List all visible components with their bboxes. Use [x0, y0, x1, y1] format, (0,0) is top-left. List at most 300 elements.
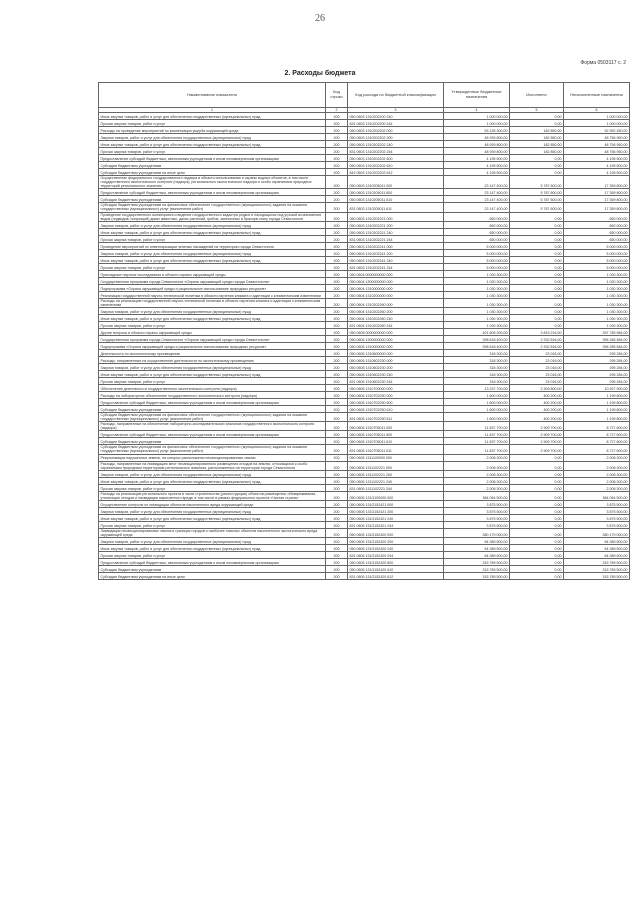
row-executed: 0,00: [510, 242, 564, 249]
row-classification: 050 0603 1310202202 240: [348, 141, 444, 148]
row-code: 200: [326, 566, 348, 573]
row-approved: 318 300,00: [444, 356, 510, 363]
row-code: 200: [326, 277, 348, 284]
table-row: [99, 162, 630, 169]
row-code: 200: [326, 405, 348, 412]
row-approved: 380 179 000,00: [444, 528, 510, 537]
row-executed: 400 200,00: [510, 405, 564, 412]
row-name: Расходы, направленные на обеспечение лабораторно-исследовательских анализов государственного экологического контроля (надзора): [99, 422, 326, 431]
row-approved: 1 600 000,00: [444, 412, 510, 421]
row-name: Закупка товаров, работ и услуг для обеспечения государственных (муниципальных) нужд: [99, 363, 326, 370]
row-executed: 0,00: [510, 461, 564, 470]
table-row: [99, 176, 630, 189]
row-name: Государственная программа города Севастополя «Охрана окружающей среды города Севастополя»: [99, 335, 326, 342]
row-approved: 2 008 300,00: [444, 484, 510, 491]
table-row: [99, 321, 630, 328]
row-approved: 1 030 300,00: [444, 277, 510, 284]
row-approved: 48 939 800,00: [444, 141, 510, 148]
row-executed: 0,00: [510, 155, 564, 162]
expenses-table: [98, 82, 630, 580]
row-approved: 650 000,00: [444, 221, 510, 228]
row-classification: 050 0605 131G152421 000: [348, 500, 444, 507]
row-classification: 050 0603 1310202202 610: [348, 162, 444, 169]
row-name: Рекультивация нарушенных земель, на которых расположены несанкционированные свалки: [99, 454, 326, 461]
table-row: [99, 431, 630, 438]
row-classification: 831 0603 1310202200 244: [348, 120, 444, 127]
row-executed: 182 850,00: [510, 141, 564, 148]
row-unexecuted: 1 199 800,00: [564, 391, 630, 398]
row-code: 200: [326, 120, 348, 127]
row-classification: 050 0603 1310202221 200: [348, 221, 444, 228]
row-name: Прочая закупка товаров, работ и услуг: [99, 521, 326, 528]
row-name: Осуществление контроля по ликвидации объектов накопленного вреда окружающей среде: [99, 500, 326, 507]
row-classification: 050 0603 1310202202 200: [348, 134, 444, 141]
row-name: Проведение государственного мониторинга и ведение государственного кадастра редких и находящихся под угрозой исчезновения видов (подвидов, популяций) диких животных, диких растений, грибов, занесенных в Красную книгу города Севастополя: [99, 212, 326, 221]
table-row: [99, 127, 630, 134]
row-code: 200: [326, 573, 348, 580]
row-approved: 11 637 700,00: [444, 438, 510, 445]
row-approved: 5 000 000,00: [444, 263, 510, 270]
row-approved: 64 389 500,00: [444, 545, 510, 552]
row-classification: 831 0605 131G152421 244: [348, 521, 444, 528]
row-name: Субсидии бюджетным учреждениям на финансовое обеспечение государственного (муниципального) задания на оказание государственных (муниципальных) услуг (выполнение работ): [99, 445, 326, 454]
row-code: 200: [326, 349, 348, 356]
row-executed: 2 309 800,00: [510, 384, 564, 391]
row-executed: 0,00: [510, 321, 564, 328]
row-executed: 0,00: [510, 491, 564, 500]
table-row: [99, 155, 630, 162]
table-row: [99, 196, 630, 203]
row-approved: 1 030 300,00: [444, 298, 510, 307]
table-row: [99, 484, 630, 491]
row-classification: 050 0605 1310702250 600: [348, 398, 444, 405]
row-unexecuted: 5 000 000,00: [564, 256, 630, 263]
header-row: [99, 83, 630, 108]
table-row: [99, 212, 630, 221]
row-classification: 050 0605 131G152420 200: [348, 538, 444, 545]
row-approved: 5 000 000,00: [444, 249, 510, 256]
row-code: 200: [326, 528, 348, 537]
row-classification: 831 0603 1310202202 244: [348, 148, 444, 155]
row-code: 200: [326, 552, 348, 559]
row-approved: 384 064 500,00: [444, 491, 510, 500]
column-number: 1: [99, 108, 326, 113]
row-classification: 050 0605 131G100000 000: [348, 491, 444, 500]
row-executed: 0,00: [510, 162, 564, 169]
table-row: [99, 405, 630, 412]
row-name: Прочая закупка товаров, работ и услуг: [99, 263, 326, 270]
row-executed: 0,00: [510, 538, 564, 545]
row-executed: 23 016,00: [510, 356, 564, 363]
row-unexecuted: 5 000 000,00: [564, 242, 630, 249]
table-row: [99, 291, 630, 298]
row-name: Другие вопросы в области охраны окружающей среды: [99, 328, 326, 335]
row-classification: 831 0605 1311102221 244: [348, 484, 444, 491]
row-unexecuted: 650 000,00: [564, 221, 630, 228]
row-name: Субсидии бюджетным учреждениям на иные цели: [99, 169, 326, 176]
row-code: 200: [326, 235, 348, 242]
row-code: 200: [326, 189, 348, 196]
row-classification: 831 0605 1310602230 244: [348, 377, 444, 384]
row-classification: 050 0605 1310602230 200: [348, 363, 444, 370]
row-classification: 050 0605 131G152421 240: [348, 514, 444, 521]
row-code: 200: [326, 148, 348, 155]
row-executed: 23 016,00: [510, 349, 564, 356]
table-row: [99, 263, 630, 270]
row-unexecuted: 1 030 300,00: [564, 291, 630, 298]
row-unexecuted: 8 727 600,00: [564, 445, 630, 454]
row-unexecuted: 295 284,00: [564, 356, 630, 363]
row-name: Деятельность по экологическому просвещению: [99, 349, 326, 356]
row-unexecuted: 1 030 300,00: [564, 314, 630, 321]
row-approved: 650 000,00: [444, 228, 510, 235]
row-approved: 11 637 700,00: [444, 431, 510, 438]
table-row: [99, 349, 630, 356]
row-unexecuted: 17 359 800,00: [564, 176, 630, 189]
row-unexecuted: 2 008 300,00: [564, 484, 630, 491]
row-classification: 050 0604 1310202260 000: [348, 298, 444, 307]
row-approved: 1 030 300,00: [444, 291, 510, 298]
form-code: Форма 0503117 с. 2: [580, 60, 626, 66]
row-unexecuted: 384 064 500,00: [564, 491, 630, 500]
row-code: 200: [326, 470, 348, 477]
row-executed: 3 819 216,00: [510, 328, 564, 335]
row-unexecuted: 3 875 500,00: [564, 521, 630, 528]
row-classification: 050 0603 1310202241 000: [348, 242, 444, 249]
row-executed: 400 200,00: [510, 398, 564, 405]
row-approved: 318 300,00: [444, 370, 510, 377]
row-code: 200: [326, 461, 348, 470]
row-classification: 050 0603 1310202241 240: [348, 256, 444, 263]
row-classification: 050 0605 1310702250 000: [348, 391, 444, 398]
table-row: [99, 335, 630, 342]
row-approved: 4 195 500,00: [444, 169, 510, 176]
row-approved: 48 939 800,00: [444, 148, 510, 155]
table-row: [99, 477, 630, 484]
table-row: [99, 363, 630, 370]
row-unexecuted: 396 285 584,00: [564, 335, 630, 342]
row-classification: 050 0604 1300000000 000: [348, 277, 444, 284]
row-classification: 050 0605 131G152420 610: [348, 566, 444, 573]
row-code: 200: [326, 477, 348, 484]
row-unexecuted: 315 789 500,00: [564, 566, 630, 573]
row-code: 200: [326, 431, 348, 438]
row-name: Закупка товаров, работ и услуг для обеспечения государственных (муниципальных) нужд: [99, 221, 326, 228]
row-classification: 050 0605 1310600000 000: [348, 349, 444, 356]
row-unexecuted: 1 000 000,00: [564, 113, 630, 120]
row-unexecuted: 396 285 584,00: [564, 342, 630, 349]
row-name: Прочая закупка товаров, работ и услуг: [99, 120, 326, 127]
row-name: Иные закупки товаров, работ и услуг для обеспечения государственных (муниципальных) нужд: [99, 314, 326, 321]
row-executed: 2 909 700,00: [510, 431, 564, 438]
row-classification: 050 0603 1310202221 240: [348, 228, 444, 235]
row-name: Подпрограмма «Охрана окружающей среды и рациональное использование природных ресурсов»: [99, 342, 326, 349]
row-name: Иные закупки товаров, работ и услуг для обеспечения государственных (муниципальных) нужд: [99, 514, 326, 521]
row-name: Субсидии бюджетным учреждениям: [99, 405, 326, 412]
row-unexecuted: 64 389 500,00: [564, 538, 630, 545]
row-code: 200: [326, 314, 348, 321]
row-approved: 3 875 500,00: [444, 514, 510, 521]
row-code: 200: [326, 342, 348, 349]
row-name: Государственная программа города Севастополя «Охрана окружающей среды города Севастополя»: [99, 277, 326, 284]
row-classification: 050 0604 0000000000 000: [348, 270, 444, 277]
row-classification: 050 0605 1310000000 000: [348, 342, 444, 349]
row-executed: 2 909 700,00: [510, 422, 564, 431]
row-unexecuted: 295 284,00: [564, 349, 630, 356]
row-classification: 050 0603 1310202202 000: [348, 127, 444, 134]
row-approved: 315 789 500,00: [444, 566, 510, 573]
row-name: Расходы на проведение мероприятий по компенсации ущерба окружающей среде: [99, 127, 326, 134]
row-name: Закупка товаров, работ и услуг для обеспечения государственных (муниципальных) нужд: [99, 307, 326, 314]
row-name: Субсидии бюджетным учреждениям: [99, 438, 326, 445]
page-title: 2. Расходы бюджета: [284, 70, 356, 77]
table-row: [99, 277, 630, 284]
row-name: Закупка товаров, работ и услуг для обеспечения государственных (муниципальных) нужд: [99, 507, 326, 514]
table-row: [99, 314, 630, 321]
row-code: 200: [326, 176, 348, 189]
row-code: 200: [326, 284, 348, 291]
row-code: 200: [326, 196, 348, 203]
table-row: [99, 461, 630, 470]
row-classification: 050 0603 1310205011 600: [348, 189, 444, 196]
row-name: Прочая закупка товаров, работ и услуг: [99, 552, 326, 559]
row-unexecuted: 2 008 300,00: [564, 477, 630, 484]
row-executed: 0,00: [510, 552, 564, 559]
row-approved: 315 789 500,00: [444, 559, 510, 566]
row-name: Закупка товаров, работ и услуг для обеспечения государственных (муниципальных) нужд: [99, 134, 326, 141]
row-executed: 400 200,00: [510, 391, 564, 398]
row-executed: 0,00: [510, 484, 564, 491]
row-approved: 318 300,00: [444, 349, 510, 356]
row-code: 200: [326, 155, 348, 162]
row-executed: 5 787 600,00: [510, 196, 564, 203]
table-row: [99, 538, 630, 545]
row-unexecuted: 4 195 500,00: [564, 162, 630, 169]
row-classification: 050 0605 1311100000 000: [348, 454, 444, 461]
row-code: 200: [326, 162, 348, 169]
row-executed: 0,00: [510, 120, 564, 127]
row-code: 200: [326, 270, 348, 277]
row-name: Прочая закупка товаров, работ и услуг: [99, 377, 326, 384]
table-row: [99, 270, 630, 277]
row-approved: 650 000,00: [444, 212, 510, 221]
row-approved: 2 008 300,00: [444, 454, 510, 461]
row-approved: 13 237 700,00: [444, 384, 510, 391]
row-classification: 050 0604 1310200000 000: [348, 291, 444, 298]
row-code: 200: [326, 228, 348, 235]
table-row: [99, 470, 630, 477]
row-unexecuted: 5 000 000,00: [564, 263, 630, 270]
row-name: Обеспечение деятельности государственного экологического контроля (надзора): [99, 384, 326, 391]
row-classification: 831 0605 1310705011 611: [348, 445, 444, 454]
row-name: Иные закупки товаров, работ и услуг для обеспечения государственных (муниципальных) нужд: [99, 477, 326, 484]
row-classification: 050 0605 1311102221 000: [348, 461, 444, 470]
row-classification: 831 0605 1310702250 611: [348, 412, 444, 421]
row-classification: 050 0605 1311102221 240: [348, 477, 444, 484]
table-row: [99, 391, 630, 398]
row-code: 200: [326, 335, 348, 342]
row-classification: 831 0605 131G152420 612: [348, 573, 444, 580]
row-executed: 0,00: [510, 113, 564, 120]
row-name: Расходы, направленные на осуществление деятельности по экологическому просвещению: [99, 356, 326, 363]
row-name: Подпрограмма «Охрана окружающей среды и рациональное использование природных ресурсов»: [99, 284, 326, 291]
row-code: 200: [326, 141, 348, 148]
row-code: 200: [326, 212, 348, 221]
row-unexecuted: 1 030 300,00: [564, 270, 630, 277]
row-classification: 050 0605 1310700000 000: [348, 384, 444, 391]
row-classification: 050 0605 131G152421 200: [348, 507, 444, 514]
row-classification: 050 0603 1310205011 000: [348, 176, 444, 189]
row-name: Иные закупки товаров, работ и услуг для обеспечения государственных (муниципальных) нужд: [99, 545, 326, 552]
table-row: [99, 113, 630, 120]
row-classification: 050 0604 1310202260 240: [348, 314, 444, 321]
table-row: [99, 491, 630, 500]
row-approved: 48 939 800,00: [444, 134, 510, 141]
row-unexecuted: 2 008 300,00: [564, 461, 630, 470]
row-unexecuted: 3 875 500,00: [564, 507, 630, 514]
row-unexecuted: 10 927 900,00: [564, 384, 630, 391]
row-name: Ликвидация несанкционированных свалок в границах городов и наиболее опасных объектов накопленного экологического вреда окружающей среде: [99, 528, 326, 537]
row-approved: 1 000 000,00: [444, 113, 510, 120]
row-approved: 1 030 300,00: [444, 314, 510, 321]
row-code: 200: [326, 384, 348, 391]
row-code: 200: [326, 256, 348, 263]
row-name: Предоставление субсидий бюджетным, автономным учреждениям и иным некоммерческим организациям: [99, 398, 326, 405]
row-executed: 5 787 600,00: [510, 176, 564, 189]
row-unexecuted: 1 030 300,00: [564, 321, 630, 328]
table-row: [99, 438, 630, 445]
row-unexecuted: 295 284,00: [564, 377, 630, 384]
table-row: [99, 514, 630, 521]
row-executed: 23 016,00: [510, 377, 564, 384]
table-row: [99, 507, 630, 514]
row-executed: 182 850,00: [510, 127, 564, 134]
row-approved: 1 600 000,00: [444, 398, 510, 405]
table-row: [99, 559, 630, 566]
row-code: 200: [326, 321, 348, 328]
row-executed: 0,00: [510, 500, 564, 507]
row-approved: 398 618 400,00: [444, 335, 510, 342]
row-classification: 050 0605 1310602230 240: [348, 370, 444, 377]
row-approved: 3 875 500,00: [444, 507, 510, 514]
row-unexecuted: 2 008 300,00: [564, 454, 630, 461]
row-unexecuted: 48 756 950,00: [564, 141, 630, 148]
row-code: 200: [326, 454, 348, 461]
row-executed: 0,00: [510, 545, 564, 552]
table-row: [99, 120, 630, 127]
row-approved: 23 147 400,00: [444, 176, 510, 189]
row-unexecuted: 650 000,00: [564, 228, 630, 235]
row-name: Субсидии бюджетным учреждениям на финансовое обеспечение государственного (муниципального) задания на оказание государственных (муниципальных) услуг (выполнение работ): [99, 412, 326, 421]
row-classification: 050 0605 131G152420 600: [348, 559, 444, 566]
row-code: 200: [326, 370, 348, 377]
row-unexecuted: 52 952 450,00: [564, 127, 630, 134]
row-approved: 64 389 500,00: [444, 552, 510, 559]
row-name: Иные закупки товаров, работ и услуг для обеспечения государственных (муниципальных) нужд: [99, 113, 326, 120]
row-approved: 4 195 500,00: [444, 162, 510, 169]
row-approved: 2 008 300,00: [444, 461, 510, 470]
table-row: [99, 189, 630, 196]
row-unexecuted: 3 875 500,00: [564, 514, 630, 521]
row-name: Осуществление федерального государственного надзора в области использования и охраны водных объектов, в том числе государственного экологического контроля (надзора), регионального экологического надзора и особо охраняемых природных территорий регионального значения: [99, 176, 326, 189]
column-number: 6: [564, 108, 630, 113]
row-code: 200: [326, 500, 348, 507]
table-row: [99, 445, 630, 454]
row-unexecuted: 397 785 984,00: [564, 328, 630, 335]
table-row: [99, 169, 630, 176]
row-unexecuted: 4 195 500,00: [564, 155, 630, 162]
row-executed: 2 332 816,00: [510, 335, 564, 342]
row-code: 200: [326, 412, 348, 421]
row-unexecuted: 1 030 300,00: [564, 284, 630, 291]
table-row: [99, 398, 630, 405]
row-executed: 0,00: [510, 277, 564, 284]
row-executed: 0,00: [510, 528, 564, 537]
row-code: 200: [326, 113, 348, 120]
table-row: [99, 356, 630, 363]
row-unexecuted: 64 389 500,00: [564, 552, 630, 559]
row-classification: 050 0605 131G152420 240: [348, 545, 444, 552]
row-executed: 0,00: [510, 221, 564, 228]
table-row: [99, 370, 630, 377]
table-row: [99, 203, 630, 212]
row-executed: 0,00: [510, 291, 564, 298]
header-executed: Исполнено: [510, 83, 564, 108]
header-approved: Утвержденные бюджетные назначения: [444, 83, 510, 108]
row-approved: 650 000,00: [444, 235, 510, 242]
row-unexecuted: 295 284,00: [564, 370, 630, 377]
row-name: Расходы на реализацию регионального проекта в части строительства (реконструкции) объектов размещения, обезвреживания, утилизации отходов и ликвидации накопленного вреда, в том числе в рамках федерального проекта «Чистая страна»: [99, 491, 326, 500]
row-classification: 842 0603 1310202202 612: [348, 169, 444, 176]
row-executed: 5 787 600,00: [510, 189, 564, 196]
row-name: Прочая закупка товаров, работ и услуг: [99, 321, 326, 328]
row-classification: 050 0603 1310205011 610: [348, 196, 444, 203]
row-executed: 23 016,00: [510, 370, 564, 377]
row-approved: 1 030 300,00: [444, 321, 510, 328]
row-code: 200: [326, 398, 348, 405]
row-classification: 050 0605 131G152420 000: [348, 528, 444, 537]
row-approved: 4 195 500,00: [444, 155, 510, 162]
row-code: 200: [326, 391, 348, 398]
table-row: [99, 422, 630, 431]
row-approved: 318 300,00: [444, 363, 510, 370]
row-name: Расходы на реализацию государственной научно-технической политики в области изучения климата и адаптации к климатическим изменениям: [99, 298, 326, 307]
row-unexecuted: 48 756 950,00: [564, 134, 630, 141]
row-unexecuted: 650 000,00: [564, 212, 630, 221]
row-classification: 050 0605 1300000000 000: [348, 335, 444, 342]
row-code: 200: [326, 438, 348, 445]
row-name: Предоставление субсидий бюджетным, автономным учреждениям и иным некоммерческим организациям: [99, 155, 326, 162]
header-unexecuted: Неисполненные назначения: [564, 83, 630, 108]
table-row: [99, 342, 630, 349]
row-code: 200: [326, 363, 348, 370]
row-unexecuted: 1 199 800,00: [564, 405, 630, 412]
row-executed: 0,00: [510, 307, 564, 314]
row-executed: 0,00: [510, 263, 564, 270]
row-name: Иные закупки товаров, работ и услуг для обеспечения государственных (муниципальных) нужд: [99, 228, 326, 235]
row-name: Закупка товаров, работ и услуг для обеспечения государственных (муниципальных) нужд: [99, 249, 326, 256]
row-name: Расходы на лабораторное обеспечение государственного экологического контроля (надзора): [99, 391, 326, 398]
row-executed: 0,00: [510, 169, 564, 176]
row-classification: 050 0605 1310602230 000: [348, 356, 444, 363]
row-executed: 0,00: [510, 477, 564, 484]
row-name: Закупка товаров, работ и услуг для обеспечения государственных (муниципальных) нужд: [99, 470, 326, 477]
row-unexecuted: 1 000 000,00: [564, 120, 630, 127]
row-executed: 0,00: [510, 314, 564, 321]
row-executed: 0,00: [510, 256, 564, 263]
row-classification: 050 0603 1310202202 600: [348, 155, 444, 162]
table-row: [99, 134, 630, 141]
